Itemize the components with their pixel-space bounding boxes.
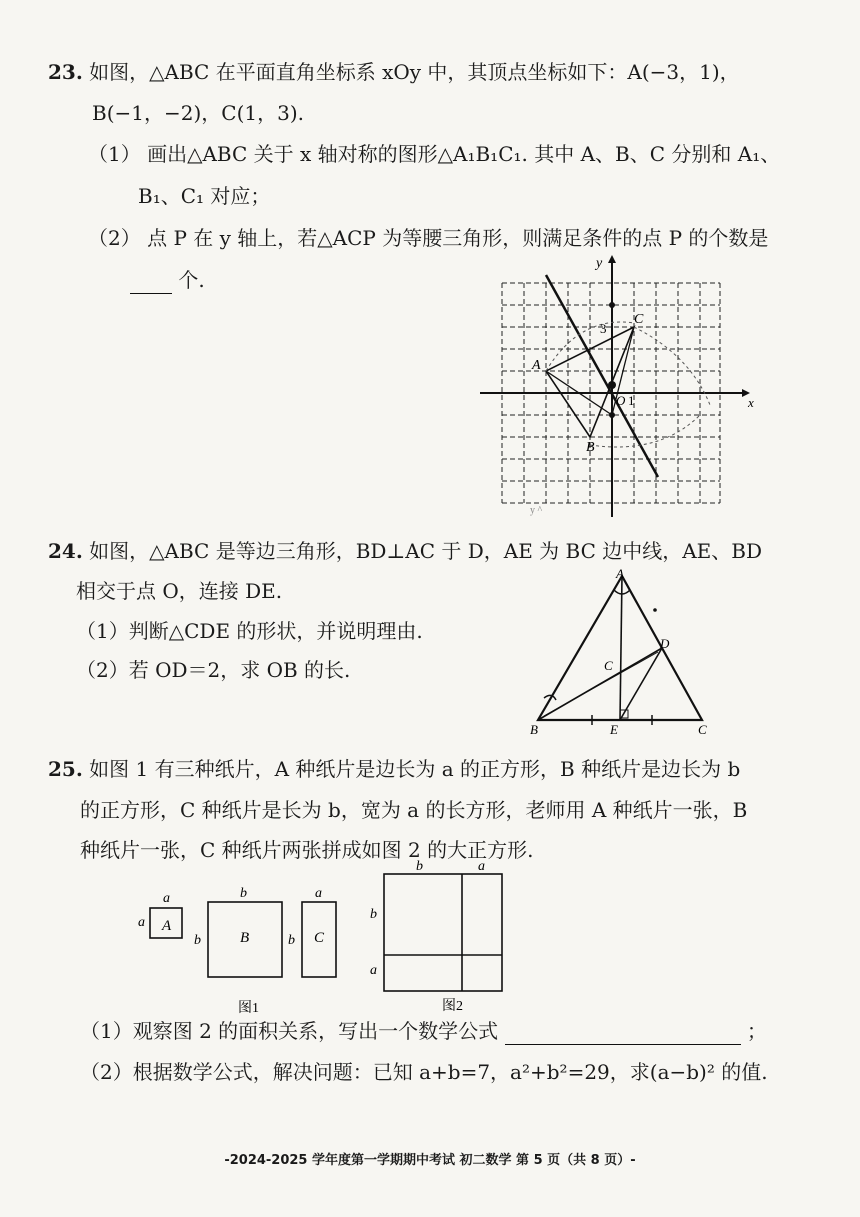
q25-figure2: [364, 858, 514, 1038]
q24-part1: （1）判断△CDE 的形状，并说明理由.: [76, 619, 423, 643]
x-axis-label: x: [748, 395, 754, 410]
point-p1: [609, 302, 615, 308]
piece-b-side-label: b: [194, 933, 201, 948]
q24-line2: 相交于点 O，连接 DE.: [76, 579, 283, 603]
origin-label: O: [616, 393, 626, 408]
figure1-caption: 图1: [238, 1001, 259, 1016]
piece-c-label: C: [314, 930, 325, 946]
point-b-label: B: [530, 722, 538, 737]
stray-dot: [653, 608, 657, 612]
q25-line2: 的正方形，C 种纸片是长为 b，宽为 a 的长方形，老师用 A 种纸片一张，B: [80, 798, 748, 822]
y-axis-arrow-icon: [608, 255, 616, 263]
piece-a-side-label: a: [138, 915, 145, 930]
page-footer: -2024-2025 学年度第一学期期中考试 初二数学 第 5 页（共 8 页）-: [224, 1153, 636, 1168]
piece-b-top-label: b: [240, 886, 247, 901]
q25-part2: （2）根据数学公式，解决问题：已知 a+b=7，a²+b²=29，求(a−b)² 的值.: [80, 1060, 768, 1084]
q23-line2: B(−1，−2)，C(1，3).: [92, 101, 304, 125]
q25-part1: （1）观察图 2 的面积关系，写出一个数学公式 ；: [80, 1019, 767, 1043]
top-a-label: a: [478, 859, 485, 874]
segment-de: [620, 648, 662, 720]
q23-part2-line1: （2） 点 P 在 y 轴上，若△ACP 为等腰三角形，则满足条件的点 P 的个数是: [88, 226, 769, 250]
piece-a-label: A: [162, 918, 172, 934]
side-a-label: a: [370, 963, 377, 978]
top-b-label: b: [416, 859, 423, 874]
tick-3-label: 3: [600, 321, 607, 336]
q25-line3: 种纸片一张，C 种纸片两张拼成如图 2 的大正方形.: [80, 838, 534, 862]
point-a-label: A: [616, 566, 624, 581]
piece-a-top-label: a: [163, 891, 170, 906]
q25-formula-blank[interactable]: [505, 1022, 741, 1045]
big-square: [384, 874, 502, 991]
point-b-label: B: [586, 440, 595, 455]
piece-c-top-label: a: [315, 886, 322, 901]
point-c-label: C: [634, 312, 644, 327]
q23-coordinate-figure: [480, 255, 754, 516]
q24-part2: （2）若 OD＝2，求 OB 的长.: [76, 658, 351, 682]
point-d-label: D: [660, 636, 670, 651]
point-a-label: A: [532, 358, 541, 373]
q23-part2-line2: 个.: [130, 266, 205, 294]
side-b-label: b: [370, 907, 377, 922]
q23-part1-line1: （1） 画出△ABC 关于 x 轴对称的图形△A₁B₁C₁. 其中 A、B、C 分别和 A₁、: [88, 142, 781, 166]
median-ae: [620, 576, 622, 720]
piece-c-side-label: b: [288, 933, 295, 948]
q23-line1: 23. 如图，△ABC 在平面直角坐标系 xOy 中，其顶点坐标如下：A(−3，1)，: [48, 60, 740, 84]
point-o-label: C: [604, 658, 613, 673]
q23-answer-blank[interactable]: [130, 271, 172, 294]
q25-line1: 25. 如图 1 有三种纸片，A 种纸片是边长为 a 的正方形，B 种纸片是边长为 b: [48, 757, 741, 781]
q23-part1-line2: B₁、C₁ 对应；: [138, 184, 271, 208]
q24-line1: 24. 如图，△ABC 是等边三角形，BD⊥AC 于 D，AE 为 BC 边中线，AE、BD: [48, 539, 763, 563]
piece-b-label: B: [240, 930, 250, 946]
tick-1-label: 1: [628, 393, 635, 408]
faint-watermark: y ^: [530, 505, 543, 516]
y-axis-label: y: [596, 256, 603, 271]
point-p3: [609, 412, 615, 418]
point-e-label: E: [610, 722, 618, 737]
q24-triangle-figure: [530, 568, 720, 738]
point-p2: [608, 381, 616, 389]
figure2-caption: 图2: [442, 999, 463, 1014]
point-c-label: C: [698, 722, 707, 737]
